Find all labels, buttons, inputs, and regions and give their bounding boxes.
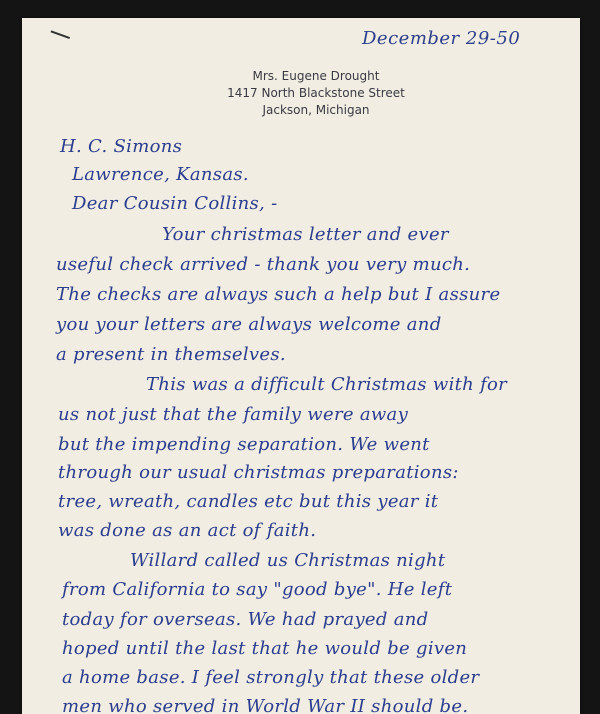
letter-page <box>22 18 580 714</box>
letterhead <box>22 68 580 119</box>
body-line: useful check arrived - thank you very much. <box>56 254 471 275</box>
body-line: today for overseas. We had prayed and <box>62 609 429 630</box>
body-line: us not just that the family were away <box>58 404 409 425</box>
body-line: but the impending separation. We went <box>58 434 430 455</box>
body-line: This was a difficult Christmas with for <box>146 374 508 395</box>
body-line: you your letters are always welcome and <box>56 314 442 335</box>
letter-date: December 29-50 <box>362 28 521 49</box>
body-line: tree, wreath, candles etc but this year it <box>58 491 439 512</box>
letterhead-street: 1417 North Blackstone Street <box>227 86 405 100</box>
body-line: Your christmas letter and ever <box>162 224 449 245</box>
body-line: Willard called us Christmas night <box>130 550 446 571</box>
body-line: hoped until the last that he would be given <box>62 638 468 659</box>
letterhead-city: Jackson, Michigan <box>262 103 370 117</box>
body-line: from California to say "good bye". He left <box>62 579 453 600</box>
body-line: was done as an act of faith. <box>58 520 317 541</box>
body-line: a home base. I feel strongly that these older <box>62 667 480 688</box>
recipient-place: Lawrence, Kansas. <box>72 164 249 185</box>
body-line: men who served in World War II should be. <box>62 696 469 714</box>
recipient-name: H. C. Simons <box>60 136 183 157</box>
body-line: through our usual christmas preparations: <box>58 462 459 483</box>
salutation: Dear Cousin Collins, - <box>72 193 278 214</box>
body-line: The checks are always such a help but I assure <box>56 284 501 305</box>
ink-mark <box>51 21 74 39</box>
letterhead-name: Mrs. Eugene Drought <box>252 69 380 83</box>
body-line: a present in themselves. <box>56 344 286 365</box>
